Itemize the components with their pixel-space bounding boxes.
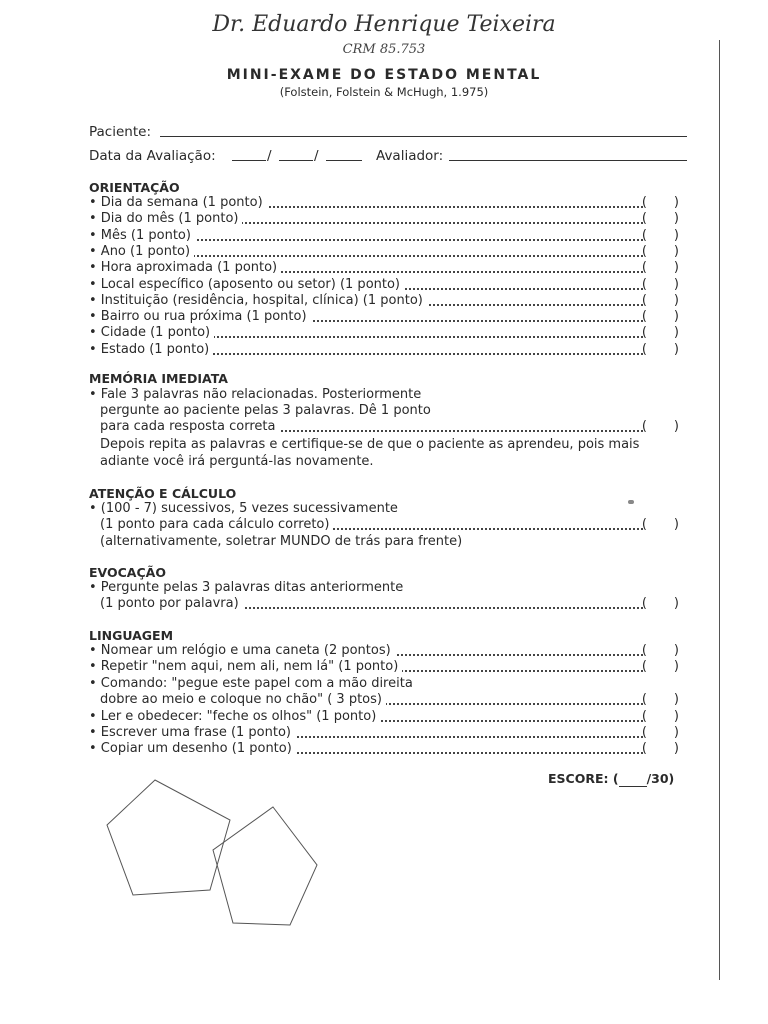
language-item-text: • Copiar um desenho (1 ponto) [89,741,296,756]
score-open-paren: ( [641,341,647,357]
attention-score-row [100,517,679,533]
score-open-paren: ( [641,260,647,276]
score-close-paren: ) [673,725,679,740]
date-separator: / [267,148,272,164]
score-close-paren: ) [673,692,679,707]
score-open-paren: ( [641,692,647,707]
section-orientation-title: ORIENTAÇÃO [89,180,180,195]
orientation-item [89,211,679,227]
language-item-text: • Comando: "pegue este papel com a mão direita [89,676,417,691]
orientation-item-text: • Estado (1 ponto) [89,342,213,357]
score-open-paren: ( [641,325,647,341]
score-open-paren: ( [641,276,647,292]
language-item [89,659,679,675]
section-attention-title: ATENÇÃO E CÁLCULO [89,486,237,501]
section-recall-title: EVOCAÇÃO [89,565,166,580]
ink-speck [628,500,634,504]
memory-instruction-5: adiante você irá perguntá-las novamente. [100,454,374,469]
section-memory-title: MEMÓRIA IMEDIATA [89,371,228,386]
orientation-item [89,195,679,211]
score-open-paren: ( [641,227,647,243]
date-day-field[interactable] [232,160,266,161]
score-open-paren: ( [641,419,647,434]
language-item [89,709,679,725]
attention-instruction-2: (1 ponto para cada cálculo correto) [100,517,333,532]
score-close-paren: ) [673,227,679,243]
patient-label: Paciente: [89,124,151,140]
score-close-paren: ) [673,195,679,210]
section-language-title: LINGUAGEM [89,628,174,643]
score-open-paren: ( [641,725,647,740]
attention-instruction-3: (alternativamente, soletrar MUNDO de trás para frente) [100,534,463,549]
score-close-paren: ) [673,309,679,325]
language-item [89,741,679,757]
score-open-paren: ( [641,741,647,756]
score-close-paren: ) [673,517,679,532]
patient-field[interactable] [160,136,687,137]
crm-number: CRM 85.753 [342,42,426,57]
memory-score-row [100,419,679,435]
score-open-paren: ( [641,517,647,532]
form-title: MINI-EXAME DO ESTADO MENTAL [226,67,542,83]
memory-instruction-2: pergunte ao paciente pelas 3 palavras. Dê 1 ponto [100,403,431,418]
language-item-text: • Repetir "nem aqui, nem ali, nem lá" (1 ponto) [89,659,402,674]
score-open-paren: ( [641,211,647,227]
score-close-paren: ) [673,292,679,308]
orientation-item-text: • Local específico (aposento ou setor) (1 ponto) [89,277,404,292]
recall-score-row [100,596,679,612]
orientation-item [89,277,679,293]
orientation-item [89,309,679,325]
score-close-paren: ) [673,596,679,611]
score-close-paren: ) [673,741,679,756]
language-item-text: • Ler e obedecer: "feche os olhos" (1 ponto) [89,709,380,724]
recall-instruction-2: (1 ponto por palavra) [100,596,243,611]
score-close-paren: ) [673,419,679,434]
orientation-item [89,342,679,358]
orientation-item-text: • Ano (1 ponto) [89,244,194,259]
orientation-item [89,293,679,309]
score-close-paren: ) [673,276,679,292]
score-open-paren: ( [641,243,647,259]
score-open-paren: ( [641,309,647,325]
orientation-item [89,244,679,260]
evaluator-field[interactable] [449,160,687,161]
orientation-item-text: • Instituição (residência, hospital, clínica) (1 ponto) [89,293,427,308]
language-item-text: dobre ao meio e coloque no chão" ( 3 ptos) [100,692,386,707]
date-month-field[interactable] [279,160,313,161]
total-score [548,771,674,787]
score-close-paren: ) [673,325,679,341]
interlocking-pentagons-figure [95,775,335,935]
orientation-item [89,260,679,276]
memory-instruction-3: para cada resposta correta [100,419,279,434]
orientation-item-text: • Mês (1 ponto) [89,228,195,243]
orientation-item-text: • Cidade (1 ponto) [89,325,214,340]
score-open-paren: ( [641,643,647,658]
orientation-item [89,325,679,341]
attention-instruction-1: • (100 - 7) sucessivos, 5 vezes sucessivamente [89,501,398,516]
score-close-paren: ) [673,211,679,227]
orientation-item-text: • Dia da semana (1 ponto) [89,195,267,210]
language-item [89,676,679,692]
date-year-field[interactable] [326,160,362,161]
doctor-name: Dr. Eduardo Henrique Teixeira [212,12,556,37]
score-blank-field[interactable] [619,771,647,787]
page-right-border [719,40,720,980]
score-close-paren: ) [673,643,679,658]
language-item-text: • Escrever uma frase (1 ponto) [89,725,295,740]
score-close-paren: ) [673,243,679,259]
score-open-paren: ( [641,709,647,724]
orientation-item [89,228,679,244]
score-open-paren: ( [641,195,647,210]
score-close-paren: ) [673,709,679,724]
score-open-paren: ( [641,596,647,611]
score-close-paren: ) [673,260,679,276]
score-open-paren: ( [641,292,647,308]
score-close-paren: ) [673,659,679,674]
date-label: Data da Avaliação: [89,148,216,164]
score-label: ESCORE: ( [548,771,619,786]
evaluator-label: Avaliador: [376,148,444,164]
recall-instruction-1: • Pergunte pelas 3 palavras ditas anteriormente [89,580,404,595]
pentagon-left [107,780,230,895]
language-item [100,692,679,708]
date-separator: / [314,148,319,164]
orientation-item-text: • Dia do mês (1 ponto) [89,211,242,226]
language-item [89,643,679,659]
score-close-paren: ) [673,341,679,357]
language-item-text: • Nomear um relógio e uma caneta (2 pontos) [89,643,395,658]
language-item [89,725,679,741]
orientation-item-text: • Bairro ou rua próxima (1 ponto) [89,309,311,324]
score-suffix: /30) [646,771,675,786]
memory-instruction-1: • Fale 3 palavras não relacionadas. Posteriormente [89,387,422,402]
form-citation: (Folstein, Folstein & McHugh, 1.975) [279,85,489,99]
orientation-item-text: • Hora aproximada (1 ponto) [89,260,281,275]
memory-instruction-4: Depois repita as palavras e certifique-se de que o paciente as aprendeu, pois mais [100,437,640,452]
score-open-paren: ( [641,659,647,674]
